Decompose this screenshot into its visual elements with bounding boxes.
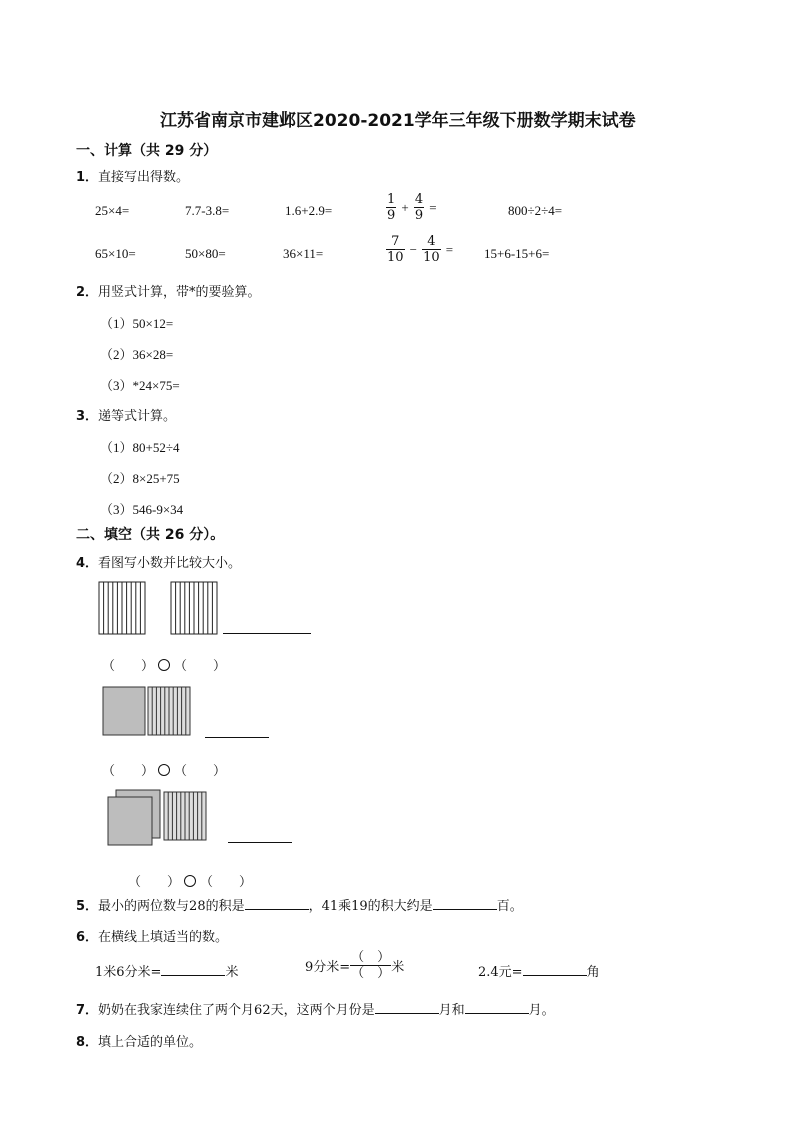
question-text: 看图写小数并比较大小。 [98,556,242,571]
decimal-figure-3 [106,789,210,849]
section-heading-fill: 二、填空（共 26 分）。 [76,527,225,543]
expr: 65×10= [95,246,136,261]
question-number: 5． [76,899,99,914]
question-5: 5．最小的两位数与28的积是 ，41乘19的积大约是 百。 [76,895,523,914]
sub-item: （1）80+52÷4 [100,440,180,455]
question-3 [76,405,176,424]
answer-blank[interactable] [161,962,225,976]
striped-bar-left [99,582,145,634]
question-7: 7．奶奶在我家连续住了两个月62天，这两个月份是 月和 月。 [76,999,555,1018]
answer-blank[interactable] [433,896,497,910]
sub-item: （2）36×28= [100,347,174,362]
striped-square [148,687,190,735]
question-4 [76,552,241,571]
fraction-blank[interactable]: $\frac{( )}{( )}$ [351,950,391,981]
question-number: 7． [76,1003,99,1018]
expr: 25×4= [95,203,130,218]
q6-item-b: 9分米= $\frac{( )}{( )}$ 米 [305,950,405,981]
striped-square [164,792,206,840]
question-text: 在横线上填适当的数。 [98,930,229,945]
sub-item: （1）50×12= [100,316,174,331]
decimal-figure-2 [102,686,194,738]
question-number: 6． [76,930,99,945]
compare-circle[interactable] [158,659,170,671]
expr: 7.7-3.8= [185,203,230,218]
gray-square-front [108,797,152,845]
answer-blank[interactable] [245,896,309,910]
fraction: $\frac{4}{9}$ [414,192,424,223]
sub-item: （2）8×25+75 [100,471,180,486]
question-number: 3． [76,409,99,424]
answer-blank[interactable] [228,842,292,843]
compare-circle[interactable] [158,764,170,776]
question-8 [76,1031,202,1050]
answer-blank[interactable] [523,962,587,976]
answer-blank[interactable] [375,1000,439,1014]
compare-row-3: （ ） （ ） [128,875,253,890]
fraction: $\frac{1}{9}$ [387,192,396,223]
expr: 36×11= [283,246,324,261]
question-text: 填上合适的单位。 [98,1035,203,1050]
compare-row-1: （ ） （ ） [102,659,227,674]
answer-blank[interactable] [465,1000,529,1014]
gray-square [103,687,145,735]
question-text: 直接写出得数。 [98,170,190,185]
question-1 [76,166,189,185]
decimal-figure-1 [98,581,218,637]
striped-bar-right [171,582,217,634]
fraction: $\frac{4}{10}$ [423,234,440,265]
fraction-expr: $\frac{7}{10}$ − $\frac{4}{10}$ = [387,234,454,265]
answer-blank[interactable] [223,633,311,634]
fraction: $\frac{7}{10}$ [387,234,404,265]
sub-item: （3）*24×75= [100,378,180,393]
answer-blank[interactable] [205,737,269,738]
page-title: 江苏省南京市建邺区2020-2021学年三年级下册数学期末试卷 [160,111,636,131]
question-2 [76,281,261,300]
question-number: 1． [76,170,99,185]
question-number: 2． [76,285,99,300]
compare-circle[interactable] [184,875,196,887]
expr: 800÷2÷4= [508,203,563,218]
compare-row-2: （ ） （ ） [102,764,227,779]
question-text: 递等式计算。 [98,409,177,424]
expr: 1.6+2.9= [285,203,333,218]
fraction-expr: $\frac{1}{9}$ + $\frac{4}{9}$ = [387,192,437,223]
q6-item-a: 1米6分米= 米 [95,961,238,980]
question-text: 用竖式计算，带*的要验算。 [98,285,261,300]
q6-item-c: 2.4元= 角 [478,961,600,980]
sub-item: （3）546-9×34 [100,502,184,517]
expr: 15+6-15+6= [484,246,550,261]
section-heading-calc: 一、计算（共 29 分） [76,143,218,159]
expr: 50×80= [185,246,226,261]
question-number: 8． [76,1035,99,1050]
question-number: 4． [76,556,99,571]
question-6 [76,926,228,945]
